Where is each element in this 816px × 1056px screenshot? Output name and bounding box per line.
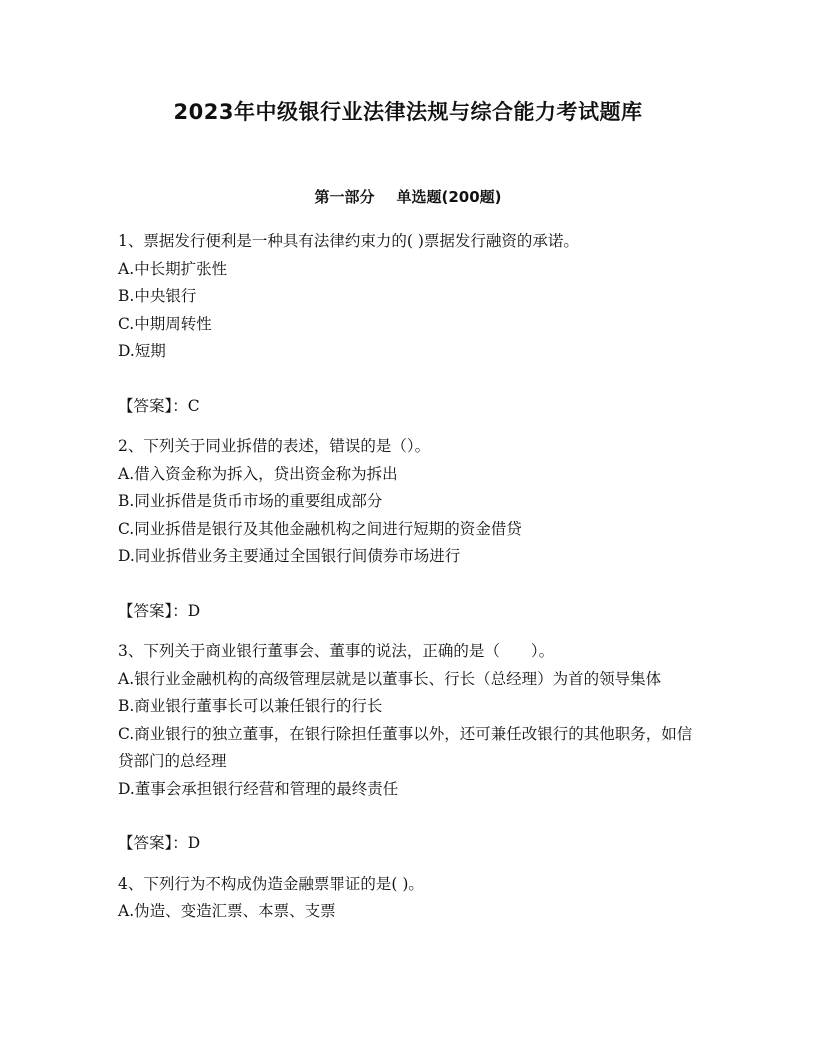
question-option: D.董事会承担银行经营和管理的最终责任: [118, 779, 399, 798]
answer-label: 【答案】：: [118, 834, 188, 852]
question-1: [118, 228, 698, 420]
question-stem: 4、下列行为不构成伪造金融票罪证的是( )。: [118, 874, 424, 893]
question-option: B.同业拆借是货币市场的重要组成部分: [118, 492, 383, 510]
answer-label: 【答案】：: [118, 396, 188, 415]
question-option: D.短期: [118, 342, 166, 360]
question-2: [118, 433, 698, 625]
answer-value: D: [187, 601, 201, 620]
section-part: 第一部分: [314, 188, 375, 206]
question-stem: 2、下列关于同业拆借的表述，错误的是（）。: [118, 437, 431, 455]
question-option: C.同业拆借是银行及其他金融机构之间进行短期的资金借贷: [118, 519, 522, 538]
answer-line: [118, 393, 698, 421]
question-stem: 3、下列关于商业银行董事会、董事的说法，正确的是（ ）。: [118, 642, 555, 660]
question-stem: 1、票据发行便利是一种具有法律约束力的( )票据发行融资的承诺。: [118, 232, 579, 250]
question-option: D.同业拆借业务主要通过全国银行间债券市场进行: [118, 547, 461, 565]
question-option: A.中长期扩张性: [118, 259, 228, 278]
question-4: [118, 871, 698, 926]
answer-label: 【答案】：: [118, 601, 188, 620]
question-3: [118, 638, 698, 858]
answer-line: [118, 598, 698, 626]
section-name: 单选题(200题): [396, 188, 502, 206]
answer-line: [118, 830, 698, 858]
question-option: C.商业银行的独立董事，在银行除担任董事以外，还可兼任改银行的其他职务，如信贷部门的总经理: [118, 724, 693, 770]
question-list: [118, 228, 698, 926]
answer-value: C: [187, 396, 200, 415]
question-option: C.中期周转性: [118, 314, 212, 333]
question-option: B.中央银行: [118, 287, 197, 305]
question-option: A.伪造、变造汇票、本票、支票: [118, 902, 336, 920]
answer-value: D: [187, 834, 201, 852]
document-title: 2023年中级银行业法律法规与综合能力考试题库: [173, 100, 643, 124]
question-option: B.商业银行董事长可以兼任银行的行长: [118, 697, 383, 715]
question-option: A.借入资金称为拆入，贷出资金称为拆出: [118, 464, 398, 483]
section-heading: [0, 186, 816, 207]
question-option: A.银行业金融机构的高级管理层就是以董事长、行长（总经理）为首的领导集体: [118, 669, 662, 688]
